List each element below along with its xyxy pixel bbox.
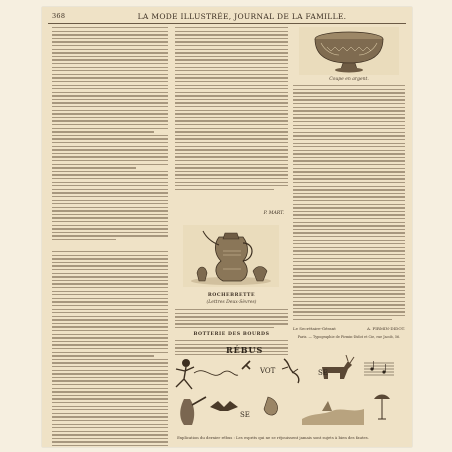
section1-subtitle: (Lettres Deux-Sèvres): [206, 300, 257, 305]
silver-ewer-engraving: [183, 225, 279, 287]
footer-left-text: Le Secrétaire-Gérant: [293, 326, 336, 331]
rebus-word-se-2: SE: [240, 411, 250, 419]
footer-right-text: A. FIRMIN-DIDOT.: [367, 326, 405, 331]
rebus-explanation: Explication du dernier rébus : Les esprits qui ne se réjouissent jamais sont sujets à bien des fautes.: [177, 435, 369, 440]
article-signature: P. MART.: [263, 211, 284, 216]
left-text-block-2: [52, 251, 168, 447]
page-header: [48, 11, 406, 23]
left-text-block-1: [52, 27, 168, 243]
printer-note: Paris. — Typographie de Firmin-Didot et Cie, rue Jacob, 56.: [297, 335, 401, 339]
mid-text-block-1: [175, 27, 288, 192]
rebus-title: RÉBUS: [226, 345, 264, 355]
left-column: [52, 27, 168, 435]
engraving-caption: Coupe en argent.: [329, 77, 369, 82]
header-rule: [48, 23, 406, 24]
mid-text-block-2: [175, 309, 288, 331]
journal-title: LA MODE ILLUSTRÉE, JOURNAL DE LA FAMILLE.: [137, 12, 347, 21]
rebus-word-se-1: SE: [318, 369, 328, 377]
silver-cup-engraving: [299, 27, 399, 75]
rebus-word-vot: VOT: [260, 367, 276, 375]
magazine-page: [42, 7, 412, 447]
right-text-block-1: [293, 85, 405, 322]
section2-title: BOTTERIE DES BOURDS: [193, 332, 270, 337]
rebus-illustration: [172, 355, 397, 429]
page-number: 368: [52, 12, 66, 20]
section1-title: ROCHEBRETTE: [207, 293, 256, 298]
gerant-line: [293, 327, 405, 332]
